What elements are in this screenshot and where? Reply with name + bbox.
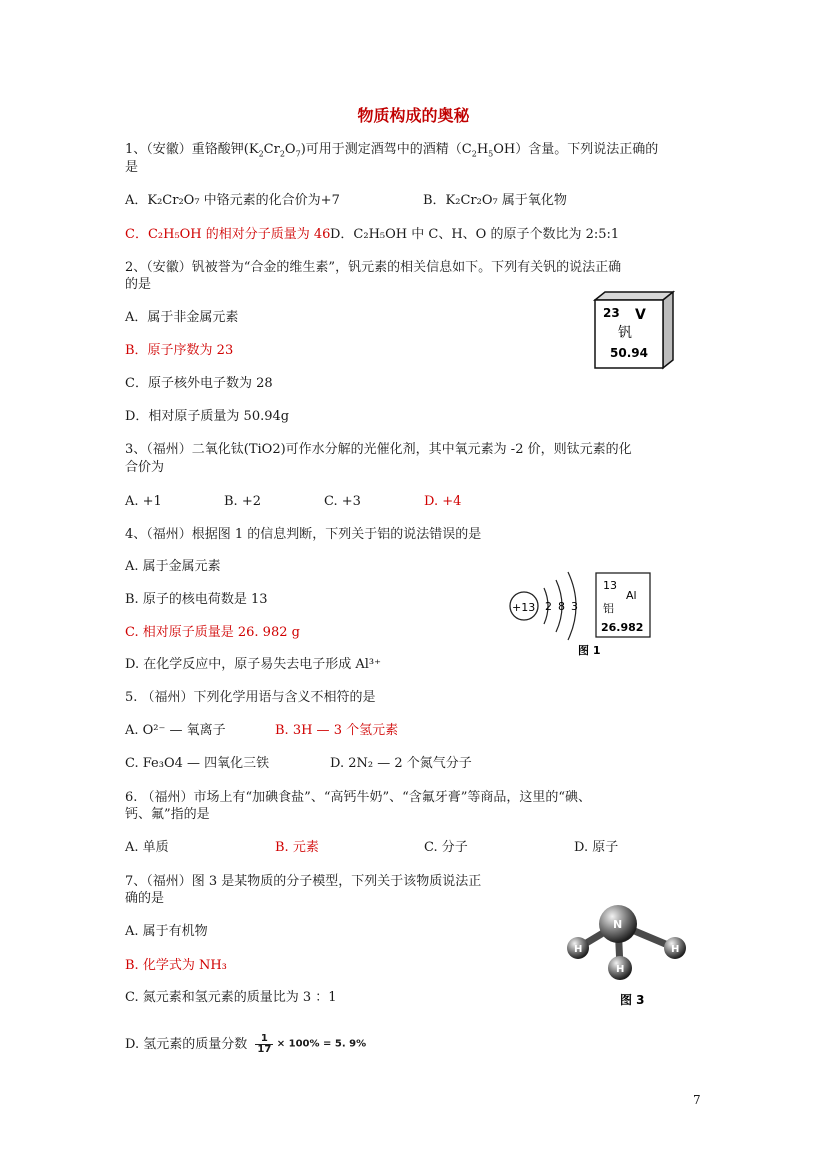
- q1-option-b: B．K₂Cr₂O₇ 属于氧化物: [423, 193, 567, 208]
- q5-option-c: C. Fe₃O4 — 四氧化三铁: [125, 756, 270, 771]
- q1-stem: 1、（安徽）重铬酸钾$(K_2Cr_2O_7)$可用于测定酒驾中的酒精$(C_2H_5OH)$含量。下列说法正确的: [125, 142, 659, 159]
- q3-stem-line2: 合价为: [125, 460, 165, 475]
- formula-rest: × 100% = 5. 9%: [276, 1038, 367, 1050]
- page-number: 7: [693, 1093, 701, 1107]
- al-card-number: 13: [603, 579, 617, 592]
- q1-option-d: D．C₂H₅OH 中 C、H、O 的原子个数比为 2:5:1: [330, 227, 620, 242]
- q6-option-a: A. 单质: [125, 840, 169, 855]
- atom-h2-label: H: [671, 944, 680, 955]
- shell-2-count: 8: [558, 600, 565, 613]
- formula-denominator: 17: [257, 1044, 272, 1055]
- q4-option-c: C. 相对原子质量是 26. 982 g: [125, 625, 300, 640]
- card-symbol: V: [635, 307, 646, 323]
- shell-1-count: 2: [545, 600, 552, 613]
- q3-stem: 3、（福州）二氧化钛(TiO2)可作水分解的光催化剂，其中氧元素为 -2 价，则钛元素的化: [125, 442, 632, 457]
- q3-option-d: D. +4: [424, 494, 462, 509]
- al-card-name: 铝: [603, 602, 614, 615]
- q4-option-a: A. 属于金属元素: [125, 559, 221, 574]
- atom-h3-label: H: [616, 964, 625, 975]
- page-title: 物质构成的奥秘: [357, 106, 470, 125]
- q5-option-b: B. 3H — 3 个氢元素: [275, 723, 399, 738]
- q1-option-c: C．C₂H₅OH 的相对分子质量为 46: [125, 227, 331, 242]
- q4-stem: 4、（福州）根据图 1 的信息判断，下列关于铝的说法错误的是: [125, 527, 482, 542]
- q5-option-d: D. 2N₂ — 2 个氮气分子: [330, 756, 472, 771]
- al-card-symbol: Al: [626, 589, 637, 602]
- q7-stem: 7、（福州）图 3 是某物质的分子模型，下列关于该物质说法正: [125, 874, 482, 889]
- q2-stem-line2: 的是: [125, 277, 152, 292]
- q7-option-d: [125, 1034, 366, 1055]
- nucleus-charge: +13: [512, 601, 536, 614]
- q6-option-d: D. 原子: [574, 840, 619, 855]
- q3-option-c: C. +3: [324, 494, 361, 509]
- aluminum-figure: [500, 568, 660, 660]
- q5-option-a: A. O²⁻ — 氧离子: [125, 723, 226, 738]
- q6-option-c: C. 分子: [424, 840, 468, 855]
- q2-option-c: C．原子核外电子数为 28: [125, 376, 273, 391]
- q2-option-a: A．属于非金属元素: [125, 310, 239, 325]
- q1-option-a: A．K₂Cr₂O₇ 中铬元素的化合价为+7: [125, 193, 340, 208]
- shell-3-count: 3: [571, 600, 578, 613]
- card-name: 钒: [618, 325, 632, 341]
- card-mass: 50.94: [610, 346, 648, 360]
- q4-option-d: D. 在化学反应中，原子易失去电子形成 Al³⁺: [125, 657, 381, 672]
- mass-fraction-formula: [255, 1034, 366, 1055]
- al-card-mass: 26.982: [601, 621, 644, 634]
- figure-3-caption: 图 3: [620, 993, 645, 1007]
- q6-stem: 6. （福州）市场上有“加碘食盐”、“高钙牛奶”、“含氟牙膏”等商品，这里的“碘、: [125, 790, 592, 805]
- q7-option-c: C. 氮元素和氢元素的质量比为 3 ：1: [125, 990, 337, 1005]
- atom-h1-label: H: [574, 944, 583, 955]
- figure-1-caption: 图 1: [578, 644, 601, 657]
- q3-option-a: A. +1: [125, 494, 162, 509]
- q4-option-b: B. 原子的核电荷数是 13: [125, 592, 268, 607]
- card-atomic-number: 23: [603, 306, 620, 320]
- q7-stem-line2: 确的是: [125, 891, 165, 906]
- q7-option-b: B. 化学式为 NH₃: [125, 958, 227, 973]
- q2-option-d: D．相对原子质量为 50.94g: [125, 409, 290, 424]
- q5-stem: 5. （福州）下列化学用语与含义不相符的是: [125, 690, 376, 705]
- vanadium-element-card: [593, 290, 675, 370]
- q1-stem-line2: 是: [125, 160, 139, 175]
- q2-option-b: B．原子序数为 23: [125, 343, 234, 358]
- formula-numerator: 1: [255, 1034, 273, 1045]
- q7-option-d-text: D. 氢元素的质量分数: [125, 1037, 248, 1052]
- q6-option-b: B. 元素: [275, 840, 319, 855]
- q2-stem: 2、（安徽）钒被誉为“合金的维生素”，钒元素的相关信息如下。下列有关钒的说法正确: [125, 260, 622, 275]
- atom-n-label: N: [613, 918, 623, 931]
- ammonia-molecule-figure: [558, 902, 698, 1012]
- q3-option-b: B. +2: [224, 494, 261, 509]
- q6-stem-line2: 钙、氟”指的是: [125, 807, 210, 822]
- q7-option-a: A. 属于有机物: [125, 924, 208, 939]
